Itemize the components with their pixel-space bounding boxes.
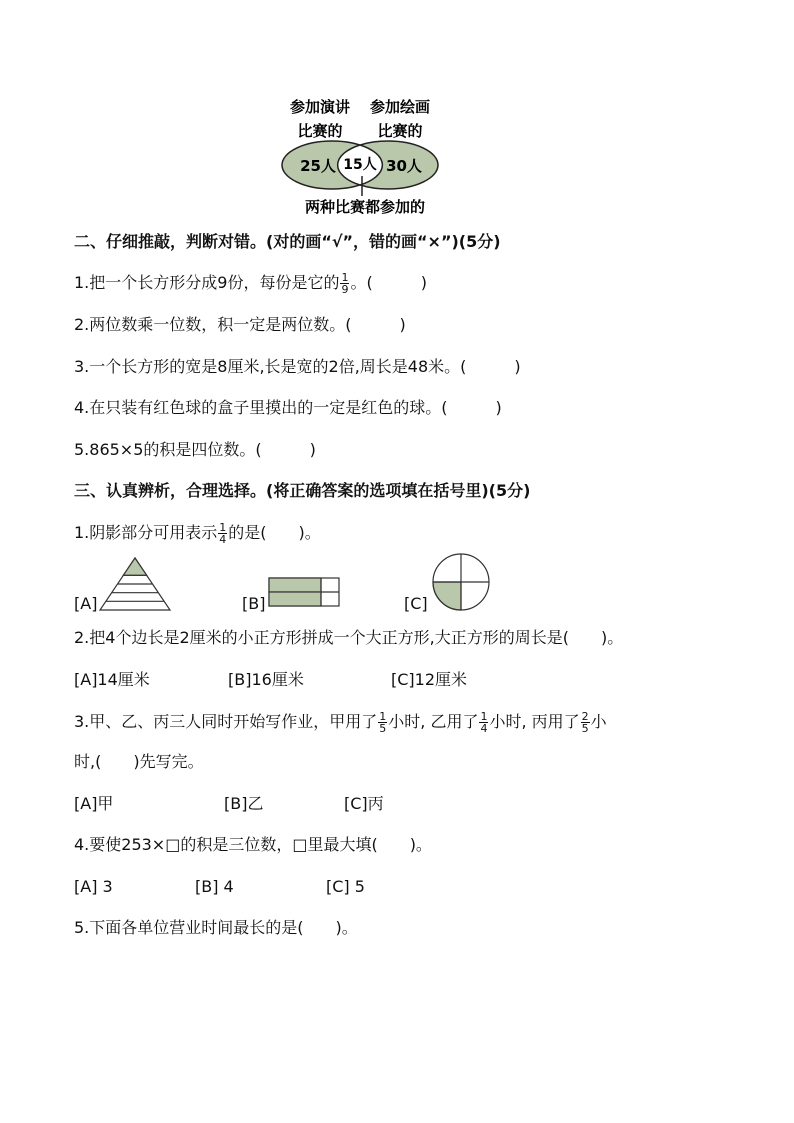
- s3-q3-text-d: 小: [590, 712, 607, 731]
- venn-left-label-bottom: 比赛的: [297, 122, 343, 140]
- s3-q1-tail: 的是( )。: [228, 523, 321, 542]
- section3-question-2: 2.把4个边长是2厘米的小正方形拼成一个大正方形,大正方形的周长是( )。: [74, 628, 624, 647]
- section2-question-5: 5.865×5的积是四位数。( ): [74, 440, 316, 459]
- fraction-2-5: [581, 711, 590, 734]
- section3-question-4: 4.要使253×□的积是三位数，□里最大填( )。: [74, 835, 432, 854]
- fraction-denominator: 4: [480, 722, 488, 735]
- fraction-numerator: 2: [581, 710, 589, 723]
- fraction-numerator: 1: [379, 710, 387, 723]
- s3-q2-option-b[interactable]: [B]16厘米: [228, 670, 304, 689]
- section3-question-1: [74, 522, 321, 545]
- fraction-numerator: 1: [341, 271, 349, 284]
- s3-q2-option-c[interactable]: [C]12厘米: [391, 670, 468, 689]
- fraction-numerator: 1: [480, 710, 488, 723]
- section2-question-3: 3.一个长方形的宽是8厘米,长是宽的2倍,周长是48米。( ): [74, 357, 521, 376]
- s3-q1-option-c[interactable]: [C]: [404, 594, 428, 613]
- s3-q3-option-c[interactable]: [C]丙: [344, 794, 384, 813]
- section3-question-3-line2: 时,( )先写完。: [74, 752, 204, 771]
- s3-q1-text: 1.阴影部分可用表示: [74, 523, 218, 542]
- section2-heading: 二、仔细推敲，判断对错。(对的画“√”，错的画“×”)(5分): [74, 232, 501, 251]
- s3-q3-option-b[interactable]: [B]乙: [224, 794, 264, 813]
- triangle-figure: [98, 556, 172, 612]
- section3-question-5: 5.下面各单位营业时间最长的是( )。: [74, 918, 358, 937]
- section3-question-3: [74, 711, 607, 734]
- section2-question-1: [74, 272, 427, 295]
- venn-middle-value: 15人: [343, 157, 377, 173]
- fraction-denominator: 9: [341, 283, 349, 296]
- section3-heading: 三、认真辨析，合理选择。(将正确答案的选项填在括号里)(5分): [74, 481, 531, 500]
- s3-q3-text-c: 小时, 丙用了: [489, 712, 580, 731]
- fraction-1-9: [340, 272, 349, 295]
- venn-right-label-bottom: 比赛的: [377, 122, 423, 140]
- s2-q1-text: 1.把一个长方形分成9份，每份是它的: [74, 273, 340, 292]
- fraction-numerator: 1: [219, 521, 227, 534]
- s3-q3-option-a[interactable]: [A]甲: [74, 794, 114, 813]
- fraction-1-5: [378, 711, 387, 734]
- rectangle-figure: [268, 577, 340, 607]
- s3-q3-text-b: 小时, 乙用了: [388, 712, 479, 731]
- s3-q3-text: 3.甲、乙、丙三人同时开始写作业，甲用了: [74, 712, 378, 731]
- venn-left-value: 25人: [300, 157, 336, 175]
- fraction-1-4: [218, 522, 227, 545]
- venn-right-label-top: 参加绘画: [369, 98, 431, 116]
- section2-question-4: 4.在只装有红色球的盒子里摸出的一定是红色的球。( ): [74, 398, 502, 417]
- s2-q1-answer-blank[interactable]: 。( ): [350, 273, 427, 292]
- fraction-denominator: 5: [379, 722, 387, 735]
- fraction-denominator: 5: [581, 722, 589, 735]
- fraction-denominator: 4: [219, 533, 227, 546]
- s3-q4-option-b[interactable]: [B] 4: [195, 877, 234, 896]
- section2-question-2: 2.两位数乘一位数，积一定是两位数。( ): [74, 315, 406, 334]
- s3-q4-option-a[interactable]: [A] 3: [74, 877, 113, 896]
- circle-figure: [432, 553, 490, 611]
- venn-caption: 两种比赛都参加的: [304, 198, 426, 216]
- venn-left-label-top: 参加演讲: [289, 98, 351, 116]
- s3-q1-option-a[interactable]: [A]: [74, 594, 98, 613]
- s3-q4-option-c[interactable]: [C] 5: [326, 877, 365, 896]
- s3-q2-option-a[interactable]: [A]14厘米: [74, 670, 150, 689]
- venn-right-value: 30人: [386, 157, 422, 175]
- s3-q1-option-b[interactable]: [B]: [242, 594, 266, 613]
- fraction-1-4: [479, 711, 488, 734]
- venn-diagram: [270, 92, 450, 218]
